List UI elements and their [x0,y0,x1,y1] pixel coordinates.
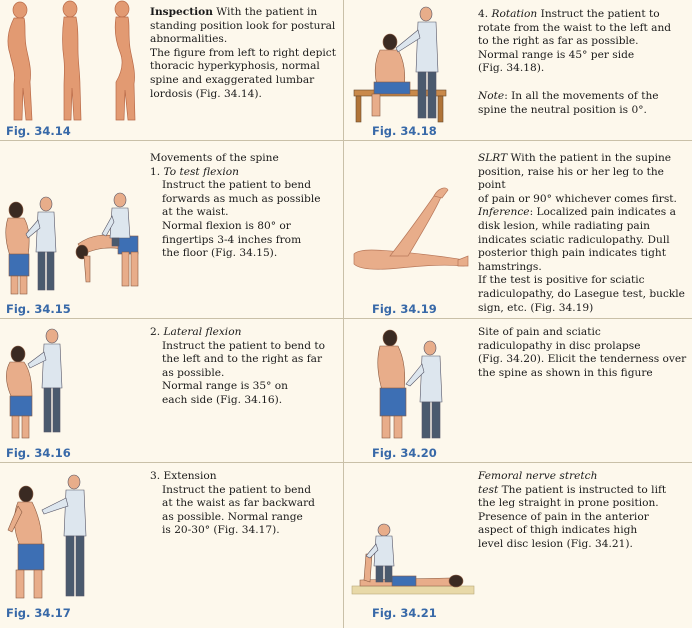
text-line: is 20-30° (Fig. 34.17). [162,524,280,537]
text-line: posterior thigh pain indicates tight [478,247,666,260]
text-line: as possible. [162,366,225,379]
text-line: at the waist as far backward [162,497,315,510]
row-divider [344,318,692,319]
extension-title: Extension [163,470,217,482]
item-number: 4. [478,8,492,20]
text-line: Instruct the patient to [537,8,660,20]
column-divider [343,0,344,628]
figure-label-34-16: Fig. 34.16 [6,446,71,460]
text-line: to the right as far as possible. [478,35,639,48]
text-line: rotate from the waist to the left and [478,21,672,34]
text-line: lordosis (Fig. 34.14). [150,87,262,100]
text-line: Instruct the patient to bend [162,483,311,496]
sciatic-text [478,326,690,380]
item-number: 2. [150,326,164,338]
text-line: standing position look for postural [150,19,336,32]
movements-text [150,152,340,261]
lateral-flexion-illustration [2,324,82,442]
text-line: The figure from left to right depict [150,46,336,59]
disc-prolapse-tenderness-illustration [372,324,462,442]
text-line: (Fig. 34.18). [478,62,545,75]
extension-illustration [2,470,112,602]
flexion-illustration [2,190,152,300]
femoral-stretch-heading-cont: test [478,483,499,496]
femoral-stretch-illustration [350,524,478,602]
row-divider [344,140,692,141]
figure-label-34-15: Fig. 34.15 [6,302,71,316]
text-line: : Localized pain indicates a [529,206,676,219]
text-line: spine and exaggerated lumbar [150,73,315,86]
text-line: abnormalities. [150,33,228,46]
text-line: fingertips 3-4 inches from [162,233,302,246]
text-line: sign, etc. (Fig. 34.19) [478,301,594,314]
row-divider [0,318,343,319]
text-line: aspect of thigh indicates high [478,524,638,537]
femoral-stretch-text [478,470,690,552]
text-line: of pain or 90° whichever comes first. [478,192,677,205]
inspection-heading: Inspection [150,6,213,18]
figure-label-34-20: Fig. 34.20 [372,446,437,460]
row-divider [0,140,343,141]
text-line: Site of pain and sciatic [478,326,601,338]
text-line: disk lesion, while radiating pain [478,219,650,232]
text-line: With the patient in the supine [507,152,672,164]
text-line: as possible. Normal range [162,510,303,523]
flexion-title: To test flexion [163,165,239,178]
slrt-heading: SLRT [478,152,508,164]
text-line: Instruct the patient to bend to [162,339,325,352]
figure-label-34-18: Fig. 34.18 [372,124,437,138]
row-divider [344,462,692,463]
text-line: indicates sciatic radiculopathy. Dull [478,233,670,246]
note-label: Note [478,89,505,102]
text-line: forwards as much as possible [162,192,321,205]
text-line: Normal range is 35° on [162,380,288,393]
text-line: radiculopathy in disc prolapse [478,339,641,352]
text-line: Normal flexion is 80° or [162,219,291,232]
text-line: thoracic hyperkyphosis, normal [150,60,320,73]
text-line: (Fig. 34.20). Elicit the tenderness over [478,353,687,366]
text-line: Instruct the patient to bend [162,179,311,192]
text-line: each side (Fig. 34.16). [162,393,283,406]
text-line: radiculopathy, do Lasegue test, buckle [478,287,685,300]
rotation-illustration [352,2,462,124]
text-line: at the waist. [162,206,229,219]
rotation-text [478,8,690,117]
text-line: hamstrings. [478,260,542,273]
femoral-stretch-heading: Femoral nerve stretch [478,470,598,482]
rotation-title: Rotation [491,8,538,20]
posture-figures-illustration [4,2,144,124]
lateral-flexion-title: Lateral flexion [163,326,242,338]
movements-heading: Movements of the spine [150,152,279,164]
item-number: 1. [150,165,164,178]
slrt-text [478,152,690,315]
text-line: If the test is positive for sciatic [478,274,645,287]
lateral-flexion-text [150,326,340,408]
slrt-leg-illustration [350,186,470,282]
text-line: The patient is instructed to lift [498,483,667,496]
text-line: level disc lesion (Fig. 34.21). [478,537,633,550]
text-line: Normal range is 45° per side [478,48,635,61]
text-line: the floor (Fig. 34.15). [162,247,278,260]
text-line: position, raise his or her leg to the point [478,165,664,192]
text-line: the leg straight in prone position. [478,497,659,510]
figure-label-34-17: Fig. 34.17 [6,606,71,620]
text-line: Presence of pain in the anterior [478,510,649,523]
row-divider [0,462,343,463]
text-line: : In all the movements of the [504,89,659,102]
inspection-text [150,6,340,101]
item-number: 3. [150,470,164,482]
figure-label-34-19: Fig. 34.19 [372,302,437,316]
figure-label-34-14: Fig. 34.14 [6,124,71,138]
text-line: spine the neutral position is 0°. [478,103,647,116]
extension-text [150,470,340,538]
inference-label: Inference [478,206,530,219]
text-line: the left and to the right as far [162,353,323,366]
text-line: With the patient in [212,6,318,18]
text-line: the spine as shown in this figure [478,366,653,379]
figure-label-34-21: Fig. 34.21 [372,606,437,620]
